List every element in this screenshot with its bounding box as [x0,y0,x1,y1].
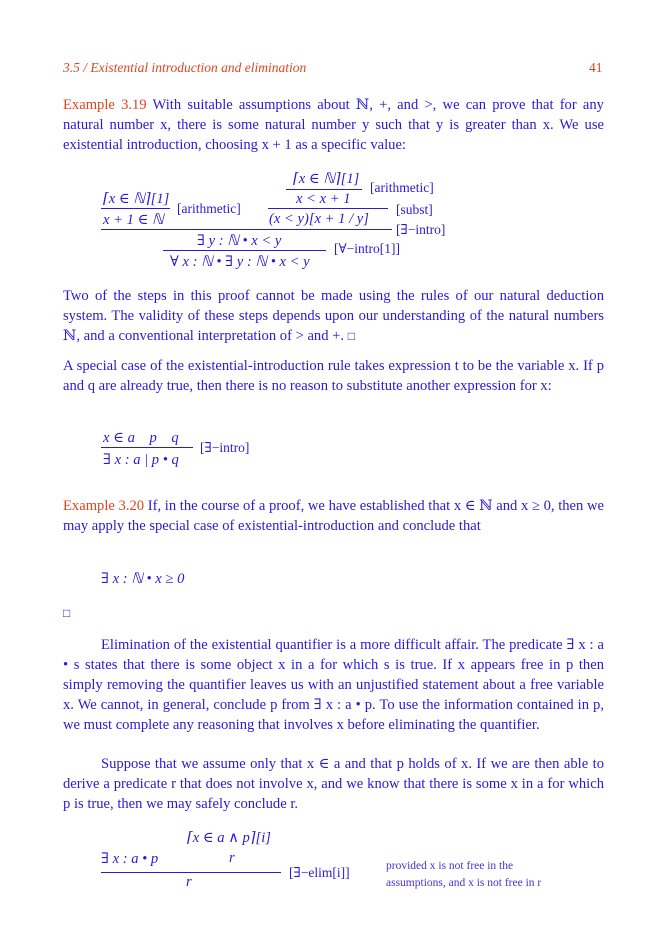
qed-symbol: □ [347,329,355,343]
proof-conclusion-left: x + 1 ∈ ℕ [103,212,164,228]
rule-line [101,872,281,873]
elim-assumption: ⌈x ∈ a ∧ p⌉[i] [187,830,271,846]
qed-symbol: □ [63,606,71,620]
elim-left-premise: ∃ x : a • p [101,851,159,867]
elim-proviso-line-1: provided x is not free in the [386,860,514,872]
elim-right-premise: r [229,850,235,866]
proof-substitution: (x < y)[x + 1 / y] [269,211,369,227]
proof-tag-arithmetic: [arithmetic] [177,201,241,216]
elim-proviso-line-2: assumptions, and x is not free in r [386,877,542,889]
running-header: 3.5 / Existential introduction and elimination [63,60,307,75]
paragraph-proof-remark [63,286,604,346]
example-3-20 [63,496,604,536]
proof-rule-line [101,229,392,230]
proof-rule-line [163,250,326,251]
proof-rule-line [286,189,362,190]
example-label: Example 3.19 [63,97,147,113]
formula-3-20: ∃ x : ℕ • x ≥ 0 [101,571,185,587]
example-3-19 [63,95,604,155]
paragraph-elimination-2: Suppose that we assume only that x ∈ a and that p holds of x. If we are then able to derive a predicate r that does not involve x, and we know that there is some x in a for which p is true, then we may safely conclude r. [63,756,604,812]
example-label: Example 3.20 [63,498,145,514]
proof-exists-step: ∃ y : ℕ • x < y [197,233,282,249]
paragraph-elimination-1: Elimination of the existential quantifier is a more difficult affair. The predicate ∃ x : a • s states that there is some object x in a for which s is true. If x appears free in p then simply removing the quantifier leaves us with an unjustified statement about a free variable x. We cannot, in general, conclude p from ∃ x : a • p. To use the information contained in p, we must complete any reasoning that involves x before eliminating the quantifier. [63,637,604,733]
proof-rule-line [101,208,170,209]
proof-forall-conclusion: ∀ x : ℕ • ∃ y : ℕ • x < y [170,254,310,270]
rule-tag: [∃−intro] [200,440,250,455]
rule-premises: x ∈ a p q [103,430,179,446]
elim-conclusion: r [186,874,192,890]
elim-tag: [∃−elim[i]] [289,865,350,880]
example-text: With suitable assumptions about ℕ, +, and >, we can prove that for any natural number x, there is some natural number y such that y is greater than x. We use existential introduction, choosing x + 1 as a specific value: [63,97,604,153]
paragraph-special-case: A special case of the existential-introduction rule takes expression t to be the variable x. If p and q are already true, then there is no reason to substitute another expression for x: [63,358,604,394]
proof-assumption-left: ⌈x ∈ ℕ⌉[1] [103,191,170,207]
proof-tag-arithmetic: [arithmetic] [370,180,434,195]
proof-assumption-right: ⌈x ∈ ℕ⌉[1] [293,171,360,187]
proof-tag-forall-intro: [∀−intro[1]] [334,241,400,256]
proof-tag-exists-intro: [∃−intro] [396,222,446,237]
proof-rule-line [268,208,388,209]
rule-conclusion: ∃ x : a | p • q [103,452,179,468]
proof-middle-step: x < x + 1 [296,191,351,207]
rule-line [101,447,193,448]
page-number: 41 [589,60,603,75]
paragraph-text: Two of the steps in this proof cannot be made using the rules of our natural deduction system. The validity of these steps depends upon our understanding of the natural numbers ℕ, and a conventional interpretation of > and +. [63,288,604,344]
example-text: If, in the course of a proof, we have established that x ∈ ℕ and x ≥ 0, then we may apply the special case of existential-introduction and conclude that [63,498,604,534]
proof-tag-subst: [subst] [396,202,433,217]
